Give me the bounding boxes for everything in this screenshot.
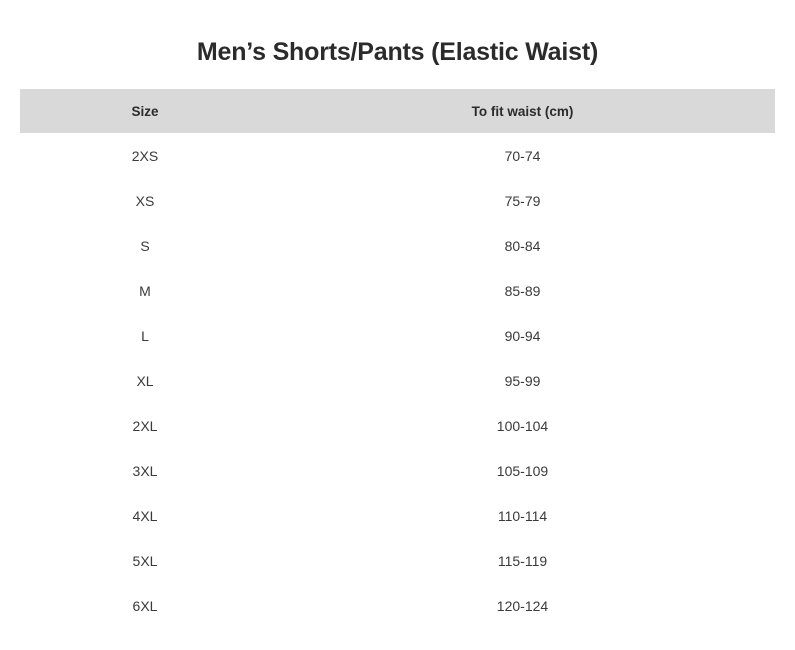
table-row: [20, 538, 775, 583]
table-row: [20, 268, 775, 313]
cell-size: M: [20, 268, 270, 313]
cell-waist: 115-119: [270, 538, 775, 583]
table-row: [20, 133, 775, 178]
cell-size: XL: [20, 358, 270, 403]
cell-waist: 90-94: [270, 313, 775, 358]
cell-waist: 105-109: [270, 448, 775, 493]
cell-waist: 95-99: [270, 358, 775, 403]
size-table-container: [0, 89, 795, 628]
table-row: [20, 403, 775, 448]
cell-waist: 85-89: [270, 268, 775, 313]
size-table: [20, 89, 775, 628]
cell-size: 2XS: [20, 133, 270, 178]
table-header-row: [20, 89, 775, 133]
cell-size: 3XL: [20, 448, 270, 493]
cell-waist: 120-124: [270, 583, 775, 628]
table-row: [20, 313, 775, 358]
table-row: [20, 448, 775, 493]
cell-size: 5XL: [20, 538, 270, 583]
page-title: Men’s Shorts/Pants (Elastic Waist): [196, 38, 599, 66]
cell-waist: 110-114: [270, 493, 775, 538]
table-row: [20, 178, 775, 223]
cell-waist: 75-79: [270, 178, 775, 223]
size-table-body: [20, 133, 775, 628]
cell-waist: 100-104: [270, 403, 775, 448]
cell-waist: 70-74: [270, 133, 775, 178]
table-row: [20, 223, 775, 268]
column-header-waist: To fit waist (cm): [270, 89, 775, 133]
cell-waist: 80-84: [270, 223, 775, 268]
cell-size: L: [20, 313, 270, 358]
column-header-size: Size: [20, 89, 270, 133]
cell-size: S: [20, 223, 270, 268]
cell-size: XS: [20, 178, 270, 223]
table-row: [20, 583, 775, 628]
table-row: [20, 358, 775, 403]
cell-size: 4XL: [20, 493, 270, 538]
size-table-head: [20, 89, 775, 133]
table-row: [20, 493, 775, 538]
cell-size: 2XL: [20, 403, 270, 448]
cell-size: 6XL: [20, 583, 270, 628]
